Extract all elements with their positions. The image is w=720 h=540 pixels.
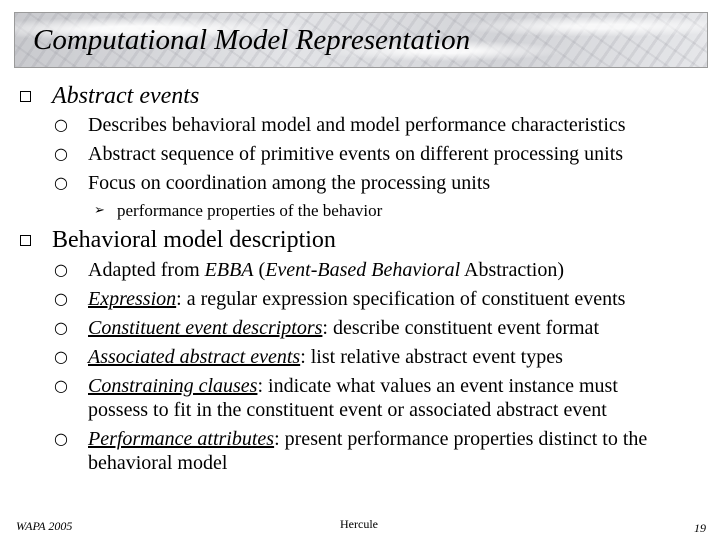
circle-bullet-icon: ○: [54, 429, 68, 448]
arrowhead-bullet-icon: ➢: [94, 203, 105, 218]
list-item-continuation: behavioral model: [88, 452, 228, 474]
circle-bullet-icon: ○: [54, 144, 68, 163]
footer-center: Hercule: [340, 517, 378, 531]
list-item: Performance attributes: present performance properties distinct to the: [88, 428, 648, 450]
section-heading-abstract-events: Abstract events: [52, 83, 200, 109]
square-bullet-icon: [20, 91, 31, 102]
circle-bullet-icon: ○: [54, 260, 68, 279]
list-item: Focus on coordination among the processing units: [88, 172, 491, 194]
sub-list-item: performance properties of the behavior: [117, 201, 383, 220]
list-item: Constituent event descriptors: describe constituent event format: [88, 317, 599, 339]
title-banner: [14, 12, 708, 68]
list-item: Associated abstract events: list relative abstract event types: [88, 346, 563, 368]
circle-bullet-icon: ○: [54, 289, 68, 308]
slide-number: 19: [694, 521, 706, 535]
list-item: Constraining clauses: indicate what values an event instance must: [88, 375, 618, 397]
circle-bullet-icon: ○: [54, 376, 68, 395]
circle-bullet-icon: ○: [54, 318, 68, 337]
circle-bullet-icon: ○: [54, 173, 68, 192]
list-item: Adapted from EBBA (Event-Based Behavioral Abstraction): [88, 259, 564, 281]
list-item: Describes behavioral model and model performance characteristics: [88, 114, 626, 136]
slide-title: Computational Model Representation: [33, 24, 471, 56]
footer-left: WAPA 2005: [16, 519, 73, 533]
section-heading-behavioral-model: Behavioral model description: [52, 227, 336, 253]
list-item-continuation: possess to fit in the constituent event or associated abstract event: [88, 399, 607, 421]
list-item: Expression: a regular expression specification of constituent events: [88, 288, 626, 310]
circle-bullet-icon: ○: [54, 347, 68, 366]
list-item: Abstract sequence of primitive events on different processing units: [88, 143, 624, 165]
circle-bullet-icon: ○: [54, 115, 68, 134]
square-bullet-icon: [20, 235, 31, 246]
